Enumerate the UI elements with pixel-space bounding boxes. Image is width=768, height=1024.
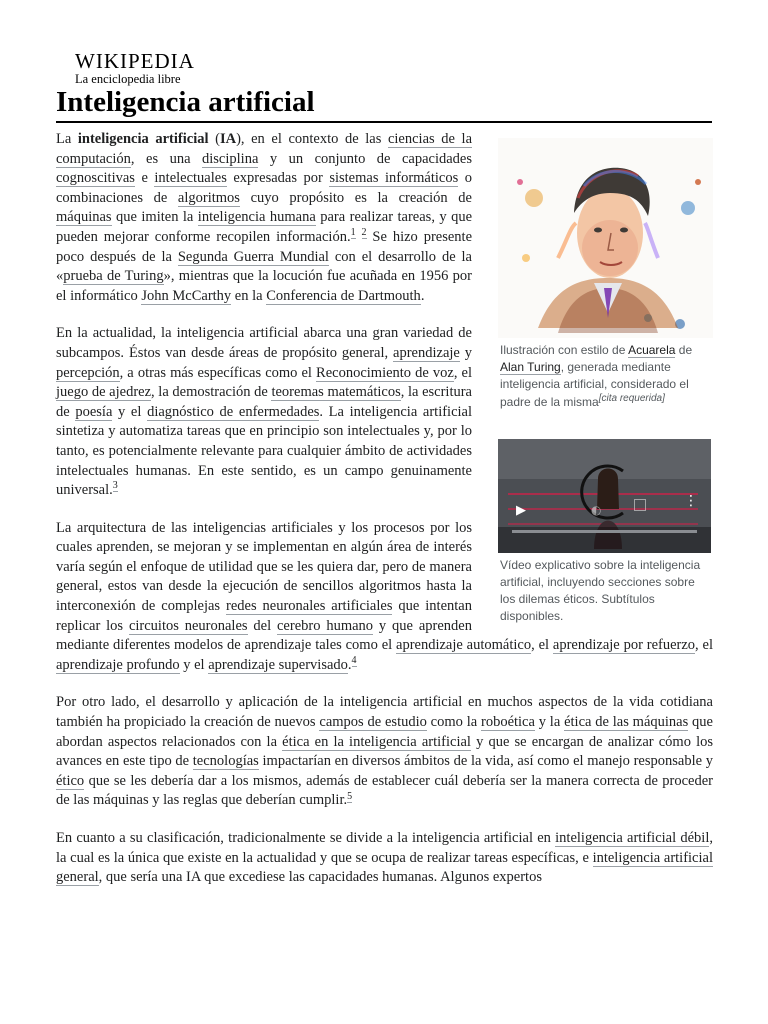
reference-link[interactable]: 3: [112, 480, 118, 492]
inline-link[interactable]: disciplina: [202, 150, 259, 167]
p3-text: , el: [531, 637, 553, 654]
p3-text: del: [247, 617, 277, 634]
p1-text: .: [420, 287, 425, 304]
p5-text: , que sería una IA que excediese las capacidades humanas. Algunos expertos: [98, 869, 542, 886]
video-player[interactable]: [498, 439, 711, 553]
p1-text: ), en el contexto de las: [236, 131, 388, 147]
bold-abbr: IA: [219, 131, 237, 147]
p4-text: como la: [426, 714, 481, 731]
p1-text: que imiten la: [111, 209, 198, 226]
p4-text: que abordan aspectos relacionados con la: [56, 714, 713, 750]
p4-text: Por otro lado, el desarrollo y aplicación de la inteligencia artificial en muchos aspectos de la vida cotidiana también ha propiciado la creación de nuevos: [56, 694, 713, 731]
p5-text: En cuanto a su clasificación, tradicionalmente se divide a la inteligencia artificial en: [56, 830, 556, 846]
p2-text: , la escritura de: [56, 384, 472, 420]
p1-text: cuyo propósito es la creación de: [239, 189, 472, 206]
figure2-caption: Vídeo explicativo sobre la inteligencia artificial, incluyendo secciones sobre los dilemas éticos. Subtítulos disponibles.: [500, 557, 701, 624]
inline-link[interactable]: cerebro humano: [277, 617, 374, 634]
bold-term: inteligencia artificial: [77, 131, 209, 147]
p1-text: », mientras que la locución fue acuñada en 1956 por el informático: [56, 268, 472, 304]
inline-link[interactable]: aprendizaje automático: [396, 637, 532, 654]
reference-link[interactable]: 5: [347, 790, 353, 802]
reference-link[interactable]: 4: [351, 655, 357, 667]
inline-link[interactable]: algoritmos: [177, 189, 240, 206]
inline-link[interactable]: cognoscitivas: [56, 170, 135, 187]
p2-text: . La inteligencia artificial sintetiza y automatiza tareas que en principio son intelectuales y, por lo tanto, es potencialmente relevante para cualquier ámbito de actividades intelectuales humanas. En este sentido, es un campo genuinamente universal.: [56, 403, 473, 499]
paragraph-4: [56, 693, 713, 811]
inline-link[interactable]: sistemas informáticos: [329, 170, 459, 187]
p1-text: (: [208, 131, 220, 147]
p2-text: , la demostración de: [151, 384, 272, 401]
p1-text: , es una: [130, 150, 202, 167]
inline-link[interactable]: juego de ajedrez: [56, 384, 152, 401]
inline-link[interactable]: inteligencia artificial débil: [555, 830, 710, 846]
p1-text: Se hizo presente poco después de la: [56, 228, 473, 265]
p3-text: y el: [179, 656, 209, 673]
inline-link[interactable]: campos de estudio: [319, 714, 427, 731]
portrait-illustration: [498, 138, 713, 338]
inline-link[interactable]: diagnóstico de enfermedades: [147, 403, 320, 420]
p1-text: e: [134, 170, 155, 187]
wikipedia-tagline: La enciclopedia libre: [75, 72, 181, 86]
p1-text: en la: [231, 287, 267, 304]
media-column: [498, 138, 713, 626]
alan-turing-link[interactable]: Alan Turing: [500, 360, 561, 375]
p2-text: y: [459, 344, 473, 361]
inline-link[interactable]: Segunda Guerra Mundial: [177, 248, 329, 265]
inline-link[interactable]: redes neuronales artificiales: [226, 598, 393, 615]
p5-text: , la cual es la única que existe en la actualidad y que se ocupa de realizar tareas específicas, e: [56, 830, 713, 866]
p3-text: que intentan replicar los: [56, 598, 472, 634]
volume-icon[interactable]: ◐: [591, 502, 602, 517]
inline-link[interactable]: inteligencia humana: [197, 209, 316, 226]
p3-text: .: [347, 656, 352, 673]
page-title: Inteligencia artificial: [56, 84, 712, 123]
caption1-text-b: de: [675, 343, 693, 357]
inline-link[interactable]: inteligencia artificial general: [56, 849, 713, 886]
reference-link[interactable]: 1: [350, 227, 356, 239]
inline-link[interactable]: percepción: [56, 364, 120, 381]
p2-text: En la actualidad, la inteligencia artificial abarca una gran variedad de subcampos. Éstos van desde áreas de propósito general,: [56, 325, 472, 361]
inline-link[interactable]: roboética: [480, 714, 535, 731]
inline-link[interactable]: teoremas matemáticos: [271, 384, 401, 401]
citation-needed-link[interactable]: [cita requerida]: [598, 392, 665, 404]
video-progress-bar[interactable]: [512, 530, 697, 533]
p1-text: para realizar tareas, y que pueden mejorar conforme recopilen información.: [56, 209, 473, 245]
inline-link[interactable]: Conferencia de Dartmouth: [266, 287, 421, 304]
inline-link[interactable]: intelectuales: [154, 170, 227, 187]
p4-text: y que se encargan de analizar cómo los avances en este tipo de: [56, 733, 713, 770]
p4-text: y la: [534, 714, 565, 731]
inline-link[interactable]: Reconocimiento de voz: [316, 364, 454, 381]
p2-text: y el: [112, 403, 148, 420]
p1-text: La: [56, 131, 78, 147]
video-frame: [498, 439, 711, 553]
p3-text: La arquitectura de las inteligencias artificiales y los procesos por los cuales aprenden, se mejoran y se implementan en algún área de interés varía según el enfoque de utilidad que se les quiera dar, pero de manera general, estos van desde la ejecución de sencillos algoritmos hasta la interconexión de complejas: [56, 519, 472, 615]
p2-text: , a otras más específicas como el: [119, 364, 317, 381]
fullscreen-icon[interactable]: [634, 499, 646, 511]
p3-text: , el: [695, 637, 713, 654]
paragraph-5: [56, 829, 713, 888]
inline-link[interactable]: aprendizaje: [393, 344, 460, 361]
turing-watercolor-image[interactable]: [498, 138, 713, 338]
inline-link[interactable]: ético: [56, 772, 85, 789]
inline-link[interactable]: ética en la inteligencia artificial: [282, 733, 471, 750]
p4-text: que se les debería dar a los mismos, además de establecer cuál debería ser la manera correcta de proceder de las máquinas y las reglas que deberían cumplir.: [56, 772, 713, 809]
article-body: [56, 130, 713, 906]
inline-link[interactable]: aprendizaje supervisado: [208, 656, 348, 673]
caption1-text-c: , generada mediante inteligencia artificial, considerado el padre de la misma: [500, 360, 689, 409]
inline-link[interactable]: prueba de Turing: [63, 268, 164, 285]
reference-link[interactable]: 2: [361, 227, 367, 239]
inline-link[interactable]: ciencias de la computación: [56, 131, 472, 167]
p1-text: con el desarrollo de la «: [56, 248, 472, 285]
p1-text: y un conjunto de capacidades: [258, 150, 473, 167]
more-options-icon[interactable]: ⋮: [684, 492, 698, 509]
p1-text: expresadas por: [226, 170, 330, 187]
caption1-text-a: Ilustración con estilo de: [500, 343, 629, 357]
p3-text: y que aprenden mediante diferentes modelos de aprendizaje tales como el: [56, 617, 472, 654]
wikipedia-wordmark: WIKIPEDIA: [75, 49, 195, 73]
figure1-caption: [500, 342, 713, 411]
wikipedia-logo[interactable]: [75, 49, 195, 86]
p1-text: o combinaciones de: [56, 170, 473, 206]
play-icon[interactable]: ▶: [516, 502, 526, 518]
inline-link[interactable]: poesía: [75, 403, 113, 420]
inline-link[interactable]: John McCarthy: [141, 287, 232, 304]
inline-link[interactable]: tecnologías: [192, 753, 259, 770]
inline-link[interactable]: circuitos neuronales: [128, 617, 248, 634]
acuarela-link[interactable]: Acuarela: [628, 343, 676, 357]
inline-link[interactable]: aprendizaje por refuerzo: [552, 637, 696, 654]
inline-link[interactable]: ética de las máquinas: [564, 714, 689, 731]
p4-text: impactarían en diversos ámbitos de la vida, así como el manejo responsable y: [258, 753, 713, 770]
inline-link[interactable]: aprendizaje profundo: [56, 656, 180, 673]
inline-link[interactable]: máquinas: [56, 209, 112, 226]
p2-text: , el: [453, 364, 473, 381]
